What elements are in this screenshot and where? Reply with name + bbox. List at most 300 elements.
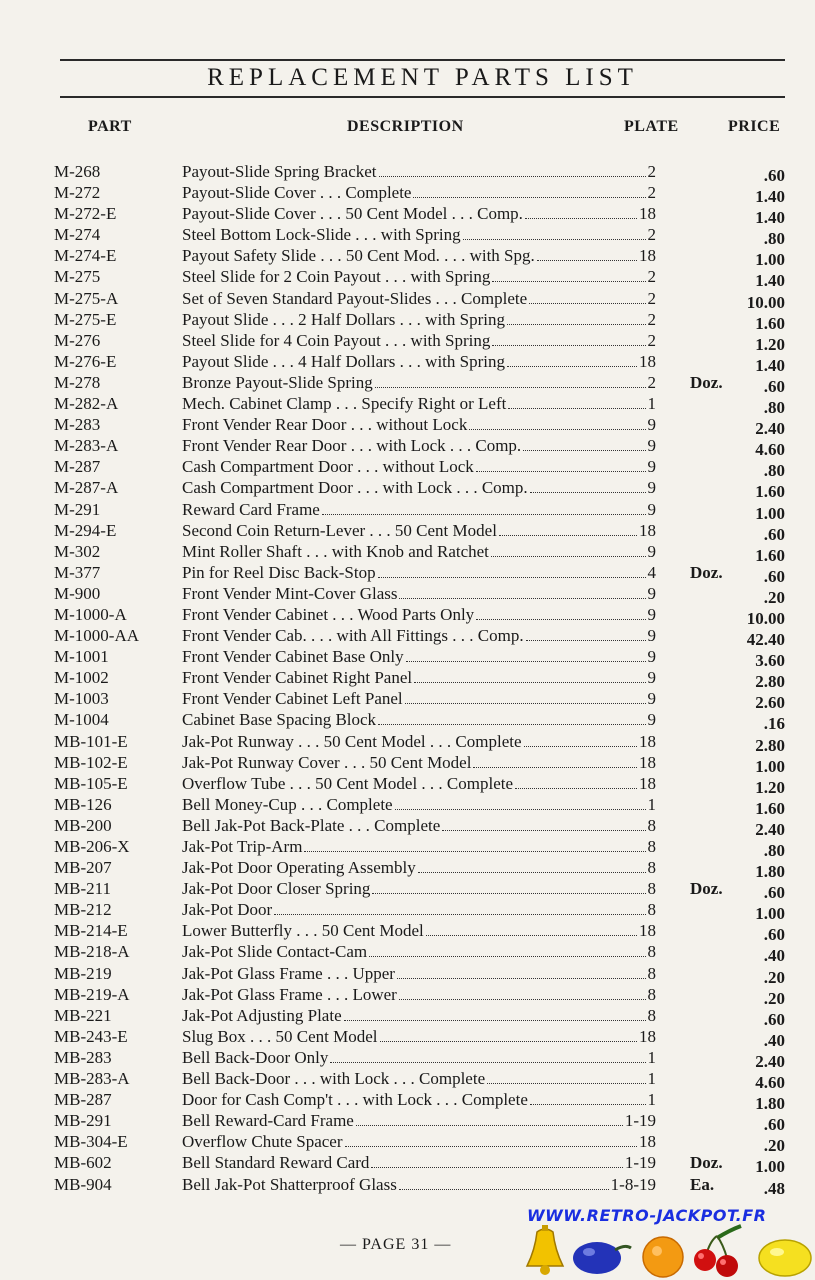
- dot-leader: [399, 1176, 609, 1190]
- dot-leader: [369, 943, 645, 957]
- dot-leader: [469, 416, 645, 430]
- plate-number: 2: [647, 372, 656, 392]
- part-number: M-1001: [54, 647, 109, 667]
- price-value: .80: [763, 461, 785, 481]
- description-line: [182, 224, 656, 245]
- dot-leader: [463, 226, 646, 240]
- part-number: M-276-E: [54, 351, 117, 371]
- description-line: [182, 499, 656, 520]
- table-row: [0, 646, 815, 671]
- part-number: M-1000-AA: [54, 626, 139, 646]
- table-row: [0, 245, 815, 270]
- plate-number: 9: [647, 457, 656, 477]
- part-description: Jak-Pot Glass Frame . . . Upper: [182, 963, 395, 983]
- part-number: M-274-E: [54, 246, 117, 266]
- lemon-icon: [759, 1240, 811, 1276]
- part-description: Front Vender Cabinet Right Panel: [182, 668, 413, 688]
- dot-leader: [492, 332, 645, 346]
- description-line: [182, 1068, 656, 1089]
- table-row: [0, 520, 815, 544]
- part-description: Overflow Tube . . . 50 Cent Model . . . Complete: [182, 773, 514, 793]
- plate-number: 18: [639, 752, 656, 772]
- price-value: .60: [763, 1115, 785, 1135]
- plate-number: 18: [639, 1132, 656, 1152]
- title-rule: [60, 96, 785, 98]
- fruit-logo: [515, 1222, 815, 1280]
- description-line: [182, 709, 656, 730]
- description-line: [182, 984, 656, 1005]
- part-description: Steel Slide for 4 Coin Payout . . . with Spring: [182, 330, 491, 350]
- part-number: M-1002: [54, 668, 109, 688]
- price-value: 2.80: [755, 672, 785, 692]
- part-description: Jak-Pot Adjusting Plate: [182, 1005, 342, 1025]
- dot-leader: [491, 543, 646, 557]
- part-description: Pin for Reel Disc Back-Stop: [182, 562, 376, 582]
- description-line: [182, 1026, 656, 1047]
- description-line: [182, 1131, 656, 1152]
- description-line: [182, 182, 656, 203]
- table-row: [0, 224, 815, 249]
- description-line: [182, 899, 656, 920]
- description-line: [182, 562, 656, 583]
- plate-number: 1: [647, 794, 656, 814]
- table-row: [0, 899, 815, 924]
- price-value: 1.00: [755, 250, 785, 270]
- top-rule: [60, 59, 785, 61]
- part-number: M-278: [54, 372, 101, 392]
- price-value: .60: [763, 925, 785, 945]
- part-number: M-275-A: [54, 288, 119, 308]
- description-line: [182, 520, 656, 541]
- dot-leader: [397, 965, 646, 979]
- part-number: M-276: [54, 330, 101, 350]
- price-value: 1.00: [755, 503, 785, 523]
- price-value: .20: [763, 967, 785, 987]
- part-description: Bell Back-Door Only: [182, 1047, 329, 1067]
- dot-leader: [304, 838, 645, 852]
- table-row: [0, 857, 815, 882]
- price-value: 1.40: [755, 355, 785, 375]
- part-description: Second Coin Return-Lever . . . 50 Cent Model: [182, 520, 497, 540]
- part-description: Set of Seven Standard Payout-Slides . . . Complete: [182, 288, 528, 308]
- table-row: [0, 984, 815, 1008]
- part-number: M-377: [54, 562, 101, 582]
- description-line: [182, 351, 656, 372]
- part-description: Overflow Chute Spacer: [182, 1132, 343, 1152]
- plate-number: 9: [647, 647, 656, 667]
- dot-leader: [508, 395, 645, 409]
- dot-leader: [414, 669, 645, 683]
- price-value: 2.80: [755, 735, 785, 755]
- table-row: [0, 456, 815, 481]
- plum-icon: [573, 1242, 631, 1274]
- price-value: .40: [763, 1030, 785, 1050]
- table-row: [0, 435, 815, 460]
- part-number: M-275-E: [54, 309, 117, 329]
- table-row: [0, 541, 815, 565]
- table-row: [0, 773, 815, 797]
- plate-number: 9: [647, 626, 656, 646]
- dot-leader: [473, 754, 637, 768]
- part-number: M-1004: [54, 710, 109, 730]
- plate-number: 8: [647, 858, 656, 878]
- price-value: .60: [763, 376, 785, 396]
- part-description: Mint Roller Shaft . . . with Knob and Ratchet: [182, 541, 489, 561]
- part-description: Jak-Pot Door Closer Spring: [182, 879, 371, 899]
- plate-number: 2: [647, 309, 656, 329]
- website-watermark: WWW.RETRO-JACKPOT.FR: [527, 1206, 767, 1225]
- part-number: M-302: [54, 541, 101, 561]
- description-line: [182, 878, 656, 899]
- description-line: [182, 604, 656, 625]
- price-value: 3.60: [755, 651, 785, 671]
- description-line: [182, 372, 656, 393]
- part-description: Jak-Pot Runway Cover . . . 50 Cent Model: [182, 752, 472, 772]
- price-value: .20: [763, 988, 785, 1008]
- plate-number: 1: [647, 1047, 656, 1067]
- price-value: 1.20: [755, 334, 785, 354]
- price-value: .16: [763, 714, 785, 734]
- plate-number: 18: [639, 204, 656, 224]
- price-unit: Doz.: [690, 372, 723, 392]
- plate-number: 2: [647, 162, 656, 181]
- part-number: M-287-A: [54, 478, 119, 498]
- description-line: [182, 330, 656, 351]
- price-value: 1.60: [755, 482, 785, 502]
- table-row: [0, 288, 815, 312]
- part-number: M-268: [54, 162, 101, 181]
- part-description: Front Vender Cabinet Base Only: [182, 647, 404, 667]
- description-line: [182, 1005, 656, 1026]
- dot-leader: [380, 1028, 637, 1042]
- description-line: [182, 1152, 656, 1173]
- plate-number: 2: [647, 288, 656, 308]
- description-line: [182, 773, 656, 794]
- part-description: Front Vender Cab. . . . with All Fittings . . . Comp.: [182, 626, 524, 646]
- table-row: [0, 266, 815, 291]
- part-number: MB-219-A: [54, 984, 130, 1004]
- part-number: MB-212: [54, 900, 112, 920]
- table-row: [0, 963, 815, 987]
- plate-number: 8: [647, 879, 656, 899]
- part-number: M-282-A: [54, 394, 119, 414]
- part-description: Jak-Pot Door Operating Assembly: [182, 858, 416, 878]
- part-number: MB-207: [54, 858, 112, 878]
- plate-number: 9: [647, 478, 656, 498]
- part-number: M-1003: [54, 689, 109, 709]
- part-description: Front Vender Rear Door . . . without Lock: [182, 415, 468, 435]
- price-value: 1.20: [755, 777, 785, 797]
- part-number: M-274: [54, 225, 101, 245]
- table-row: [0, 794, 815, 818]
- price-value: 2.40: [755, 419, 785, 439]
- plate-number: 2: [647, 330, 656, 350]
- part-description: Payout Slide . . . 2 Half Dollars . . . with Spring: [182, 309, 505, 329]
- part-description: Bell Jak-Pot Shatterproof Glass: [182, 1174, 397, 1194]
- part-number: MB-602: [54, 1153, 112, 1173]
- part-description: Jak-Pot Trip-Arm: [182, 837, 303, 856]
- plate-number: 9: [647, 415, 656, 435]
- price-value: 10.00: [746, 608, 785, 628]
- table-row: [0, 203, 815, 228]
- dot-leader: [487, 1070, 645, 1084]
- table-row: [0, 1047, 815, 1071]
- part-description: Cabinet Base Spacing Block: [182, 710, 377, 730]
- part-number: MB-101-E: [54, 731, 128, 751]
- part-description: Cash Compartment Door . . . with Lock . . . Comp.: [182, 478, 528, 498]
- table-row: [0, 583, 815, 607]
- part-number: MB-214-E: [54, 921, 128, 941]
- part-description: Steel Bottom Lock-Slide . . . with Spring: [182, 225, 461, 245]
- description-line: [182, 963, 656, 984]
- dot-leader: [378, 711, 645, 725]
- price-unit: Doz.: [690, 879, 723, 899]
- description-line: [182, 1174, 656, 1195]
- description-line: [182, 1110, 656, 1131]
- dot-leader: [378, 564, 646, 578]
- part-number: MB-904: [54, 1174, 112, 1194]
- plate-number: 1-8-19: [610, 1174, 656, 1194]
- price-value: 1.00: [755, 756, 785, 776]
- plate-number: 9: [647, 541, 656, 561]
- plate-number: 1-19: [624, 1111, 656, 1131]
- table-row: [0, 1089, 815, 1114]
- description-line: [182, 731, 656, 752]
- part-description: Cash Compartment Door . . . without Lock: [182, 457, 474, 477]
- table-row: [0, 161, 815, 185]
- table-row: [0, 941, 815, 966]
- table-row: [0, 372, 815, 396]
- dot-leader: [375, 374, 646, 388]
- part-number: M-1000-A: [54, 604, 127, 624]
- price-value: 2.60: [755, 693, 785, 713]
- plate-number: 18: [639, 246, 656, 266]
- part-number: MB-283: [54, 1047, 112, 1067]
- plate-number: 9: [647, 583, 656, 603]
- table-row: [0, 1005, 815, 1029]
- part-number: MB-304-E: [54, 1132, 128, 1152]
- part-number: MB-243-E: [54, 1026, 128, 1046]
- dot-leader: [413, 184, 645, 198]
- part-number: MB-291: [54, 1111, 112, 1131]
- dot-leader: [330, 1049, 645, 1063]
- part-description: Jak-Pot Glass Frame . . . Lower: [182, 984, 397, 1004]
- dot-leader: [476, 606, 645, 620]
- price-value: .60: [763, 883, 785, 903]
- part-description: Jak-Pot Door: [182, 900, 273, 920]
- price-value: 1.80: [755, 1094, 785, 1114]
- part-description: Front Vender Cabinet . . . Wood Parts Only: [182, 604, 475, 624]
- table-row: [0, 752, 815, 776]
- description-line: [182, 688, 656, 709]
- plate-number: 9: [647, 499, 656, 519]
- description-line: [182, 941, 656, 962]
- table-row: [0, 351, 815, 375]
- dot-leader: [499, 522, 637, 536]
- price-value: .60: [763, 566, 785, 586]
- dot-leader: [371, 1154, 622, 1168]
- plate-number: 8: [647, 1005, 656, 1025]
- plate-number: 9: [647, 668, 656, 688]
- part-number: M-283-A: [54, 436, 119, 456]
- dot-leader: [372, 880, 645, 894]
- description-line: [182, 920, 656, 941]
- column-header-part: PART: [88, 118, 132, 135]
- part-description: Payout Slide . . . 4 Half Dollars . . . with Spring: [182, 351, 505, 371]
- plate-number: 4: [647, 562, 656, 582]
- price-value: 1.60: [755, 798, 785, 818]
- part-number: MB-105-E: [54, 773, 128, 793]
- price-value: 4.60: [755, 1073, 785, 1093]
- page-title: REPLACEMENT PARTS LIST: [207, 64, 638, 91]
- price-value: 1.60: [755, 545, 785, 565]
- part-number: M-287: [54, 457, 101, 477]
- part-description: Bronze Payout-Slide Spring: [182, 372, 373, 392]
- description-line: [182, 857, 656, 878]
- part-number: MB-126: [54, 794, 112, 814]
- table-row: [0, 1174, 815, 1198]
- plate-number: 9: [647, 710, 656, 730]
- price-value: .80: [763, 841, 785, 860]
- part-number: MB-206-X: [54, 837, 130, 856]
- plate-number: 18: [639, 1026, 656, 1046]
- price-value: .60: [763, 524, 785, 544]
- part-number: M-272: [54, 183, 101, 203]
- description-line: [182, 477, 656, 498]
- bell-icon: [527, 1225, 563, 1275]
- price-value: 1.00: [755, 904, 785, 924]
- dot-leader: [322, 501, 646, 515]
- price-unit: Doz.: [690, 1153, 723, 1173]
- table-row: [0, 625, 815, 650]
- table-row: [0, 309, 815, 333]
- table-row: [0, 182, 815, 207]
- description-line: [182, 203, 656, 224]
- price-value: 4.60: [755, 440, 785, 460]
- price-value: .60: [763, 1009, 785, 1029]
- description-line: [182, 435, 656, 456]
- plate-number: 1: [647, 394, 656, 414]
- part-number: M-283: [54, 415, 101, 435]
- table-row: [0, 330, 815, 354]
- description-line: [182, 815, 656, 836]
- plate-number: 1: [647, 1069, 656, 1089]
- part-description: Steel Slide for 2 Coin Payout . . . with Spring: [182, 267, 491, 287]
- dot-leader: [523, 437, 645, 451]
- table-row: [0, 688, 815, 713]
- plate-number: 2: [647, 267, 656, 287]
- plate-number: 9: [647, 436, 656, 456]
- dot-leader: [515, 775, 637, 789]
- description-line: [182, 266, 656, 287]
- plate-number: 9: [647, 604, 656, 624]
- description-line: [182, 456, 656, 477]
- part-description: Bell Money-Cup . . . Complete: [182, 794, 393, 814]
- part-number: M-272-E: [54, 204, 117, 224]
- part-number: MB-221: [54, 1005, 112, 1025]
- table-row: [0, 731, 815, 755]
- price-value: .20: [763, 1136, 785, 1156]
- description-line: [182, 583, 656, 604]
- table-row: [0, 562, 815, 586]
- price-value: 1.60: [755, 313, 785, 333]
- part-description: Front Vender Cabinet Left Panel: [182, 689, 403, 709]
- parts-table: [0, 161, 815, 1198]
- description-line: [182, 794, 656, 815]
- price-value: .20: [763, 587, 785, 607]
- dot-leader: [395, 796, 646, 810]
- dot-leader: [399, 986, 646, 1000]
- dot-leader: [525, 205, 637, 219]
- table-row: [0, 414, 815, 439]
- description-line: [182, 836, 656, 857]
- plate-number: 2: [647, 183, 656, 203]
- part-description: Jak-Pot Slide Contact-Cam: [182, 942, 368, 962]
- dot-leader: [345, 1133, 637, 1147]
- dot-leader: [356, 1112, 623, 1126]
- part-number: MB-211: [54, 879, 111, 899]
- plate-number: 18: [639, 731, 656, 751]
- dot-leader: [399, 585, 645, 599]
- plate-number: 18: [639, 773, 656, 793]
- part-number: MB-283-A: [54, 1069, 130, 1089]
- part-number: MB-218-A: [54, 942, 130, 962]
- table-row: [0, 1026, 815, 1050]
- table-row: [0, 477, 815, 502]
- part-description: Bell Back-Door . . . with Lock . . . Complete: [182, 1069, 486, 1089]
- dot-leader: [507, 353, 637, 367]
- description-line: [182, 1047, 656, 1068]
- dot-leader: [418, 859, 646, 873]
- price-unit: Ea.: [690, 1174, 715, 1194]
- part-number: M-275: [54, 267, 101, 287]
- part-description: Payout-Slide Cover . . . Complete: [182, 183, 412, 203]
- part-description: Payout Safety Slide . . . 50 Cent Mod. . . . with Spg.: [182, 246, 535, 266]
- price-unit: Doz.: [690, 562, 723, 582]
- description-line: [182, 414, 656, 435]
- description-line: [182, 667, 656, 688]
- price-value: .80: [763, 229, 785, 249]
- dot-leader: [530, 1091, 646, 1105]
- table-row: [0, 878, 815, 903]
- price-value: 1.40: [755, 208, 785, 228]
- table-row: [0, 1110, 815, 1135]
- dot-leader: [526, 627, 646, 641]
- dot-leader: [442, 817, 645, 831]
- part-description: Bell Jak-Pot Back-Plate . . . Complete: [182, 815, 441, 835]
- column-header-description: DESCRIPTION: [347, 118, 464, 135]
- dot-leader: [274, 901, 645, 915]
- price-value: .48: [763, 1178, 785, 1198]
- table-row: [0, 393, 815, 418]
- plate-number: 8: [647, 942, 656, 962]
- part-number: MB-200: [54, 815, 112, 835]
- orange-icon: [643, 1237, 683, 1277]
- dot-leader: [507, 311, 646, 325]
- part-description: Bell Standard Reward Card: [182, 1153, 370, 1173]
- plate-number: 9: [647, 689, 656, 709]
- dot-leader: [537, 247, 637, 261]
- description-line: [182, 161, 656, 182]
- price-value: 2.40: [755, 819, 785, 839]
- dot-leader: [344, 1007, 646, 1021]
- plate-number: 18: [639, 921, 656, 941]
- part-number: MB-219: [54, 963, 112, 983]
- dot-leader: [426, 922, 637, 936]
- description-line: [182, 625, 656, 646]
- price-value: 10.00: [746, 292, 785, 312]
- part-number: M-291: [54, 499, 101, 519]
